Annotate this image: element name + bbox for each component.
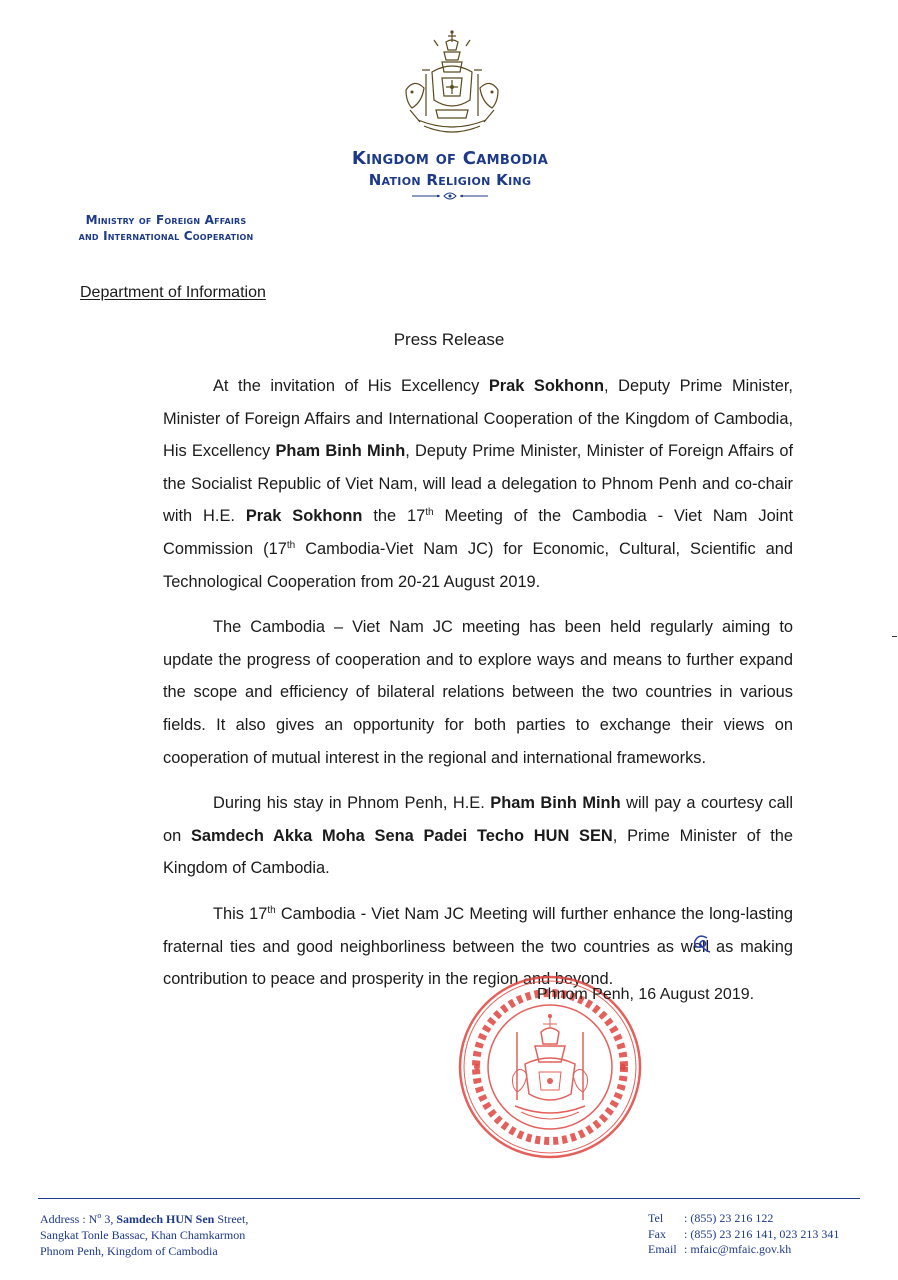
fax-value: : (855) 23 216 141, 023 213 341 — [684, 1226, 840, 1241]
p4-text-2: Cambodia - Viet Nam JC Meeting will further enhance the long-lasting fraternal ties and good neighborliness between the two countries as well as making contribution to peace and prosperity in the region and beyond. — [163, 904, 793, 989]
footer-contact — [648, 1211, 839, 1258]
paragraph-3 — [163, 787, 793, 885]
p1-text-1: At the invitation of His Excellency — [213, 377, 489, 395]
p3-text-1: During his stay in Phnom Penh, H.E. — [213, 794, 491, 813]
ministry-line-1: Ministry of Foreign Affairs — [85, 213, 247, 227]
p1-name-prak-sokhonn-2: Prak Sokhonn — [245, 507, 363, 526]
royal-coat-of-arms-icon — [396, 30, 508, 138]
ornament-divider-icon — [410, 190, 490, 202]
p1-name-prak-sokhonn: Prak Sokhonn — [488, 377, 605, 395]
p3-text-3: , Prime Minister of the Kingdom of Cambodia. — [163, 826, 793, 878]
address-street-name: Samdech HUN Sen — [116, 1212, 215, 1226]
document-title: Press Release — [393, 330, 505, 349]
address-street-suffix: Street, — [214, 1212, 249, 1226]
address-line-1 — [40, 1208, 248, 1227]
national-motto: Nation Religion King — [368, 171, 532, 189]
press-release-body — [163, 370, 793, 1009]
address-number: 3, — [101, 1212, 117, 1226]
p3-name-pham-binh-minh: Pham Binh Minh — [490, 794, 621, 813]
p1-superscript-2: th — [286, 539, 296, 551]
p1-text-4: the 17 — [362, 507, 426, 526]
kingdom-title: Kingdom of Cambodia — [351, 148, 549, 169]
address-line-3: Phnom Penh, Kingdom of Cambodia — [40, 1244, 218, 1258]
paragraph-1 — [163, 370, 793, 598]
email-label: Email — [648, 1242, 677, 1256]
paragraph-2: The Cambodia – Viet Nam JC meeting has been held regularly aiming to update the progress of cooperation and to explore ways and means to further expand the scope and efficiency of bilateral relations between the two countries in various fields. It also gives an opportunity for both parties to exchange their views on cooperation of mutual interest in the regional and international frameworks. — [163, 618, 793, 767]
p1-text-5: Meeting of the Cambodia - Viet Nam Joint Commission (17 — [163, 507, 793, 558]
tel-value: : (855) 23 216 122 — [684, 1211, 774, 1225]
address-line-2: Sangkat Tonle Bassac, Khan Chamkarmon — [40, 1228, 246, 1242]
date-line: Phnom Penh, 16 August 2019. — [537, 986, 755, 1003]
p1-name-pham-binh-minh: Pham Binh Minh — [275, 442, 406, 461]
p1-text-2: , Deputy Prime Minister, Minister of Foreign Affairs and International Cooperation of the Kingdom of Cambodia, His Excellency — [163, 377, 793, 461]
p1-text-3: , Deputy Prime Minister, Minister of Foreign Affairs of the Socialist Republic of Viet Nam, will lead a delegation to Phnom Penh and co-chair with H.E. — [163, 442, 794, 526]
kingdom-heading — [310, 148, 590, 190]
handwritten-initial-icon — [691, 934, 713, 954]
contact-fax — [648, 1227, 839, 1243]
p1-text-6: Cambodia-Viet Nam JC) for Economic, Cultural, Scientific and Technological Cooperation from 20-21 August 2019. — [163, 539, 793, 591]
email-value[interactable]: : mfaic@mfaic.gov.kh — [684, 1242, 792, 1256]
ministry-line-2: and International Cooperation — [78, 229, 254, 243]
contact-email — [648, 1242, 839, 1258]
address-prefix: Address : N — [40, 1212, 98, 1226]
footer-address — [40, 1208, 248, 1259]
contact-tel — [648, 1211, 839, 1227]
department-label: Department of Information — [80, 284, 266, 301]
p3-name-hun-sen: Samdech Akka Moha Sena Padei Techo HUN SEN — [191, 826, 613, 845]
p3-text-2: will pay a courtesy call on — [163, 794, 793, 845]
p1-superscript-1: th — [425, 507, 434, 519]
p4-superscript-1: th — [267, 904, 276, 916]
tel-label: Tel — [648, 1211, 664, 1225]
scan-mark — [892, 636, 897, 637]
address-number-sup: o — [97, 1211, 102, 1220]
ministry-name — [36, 212, 296, 244]
footer-divider — [38, 1198, 860, 1199]
p4-text-1: This 17 — [213, 904, 268, 923]
fax-label: Fax — [648, 1226, 666, 1241]
